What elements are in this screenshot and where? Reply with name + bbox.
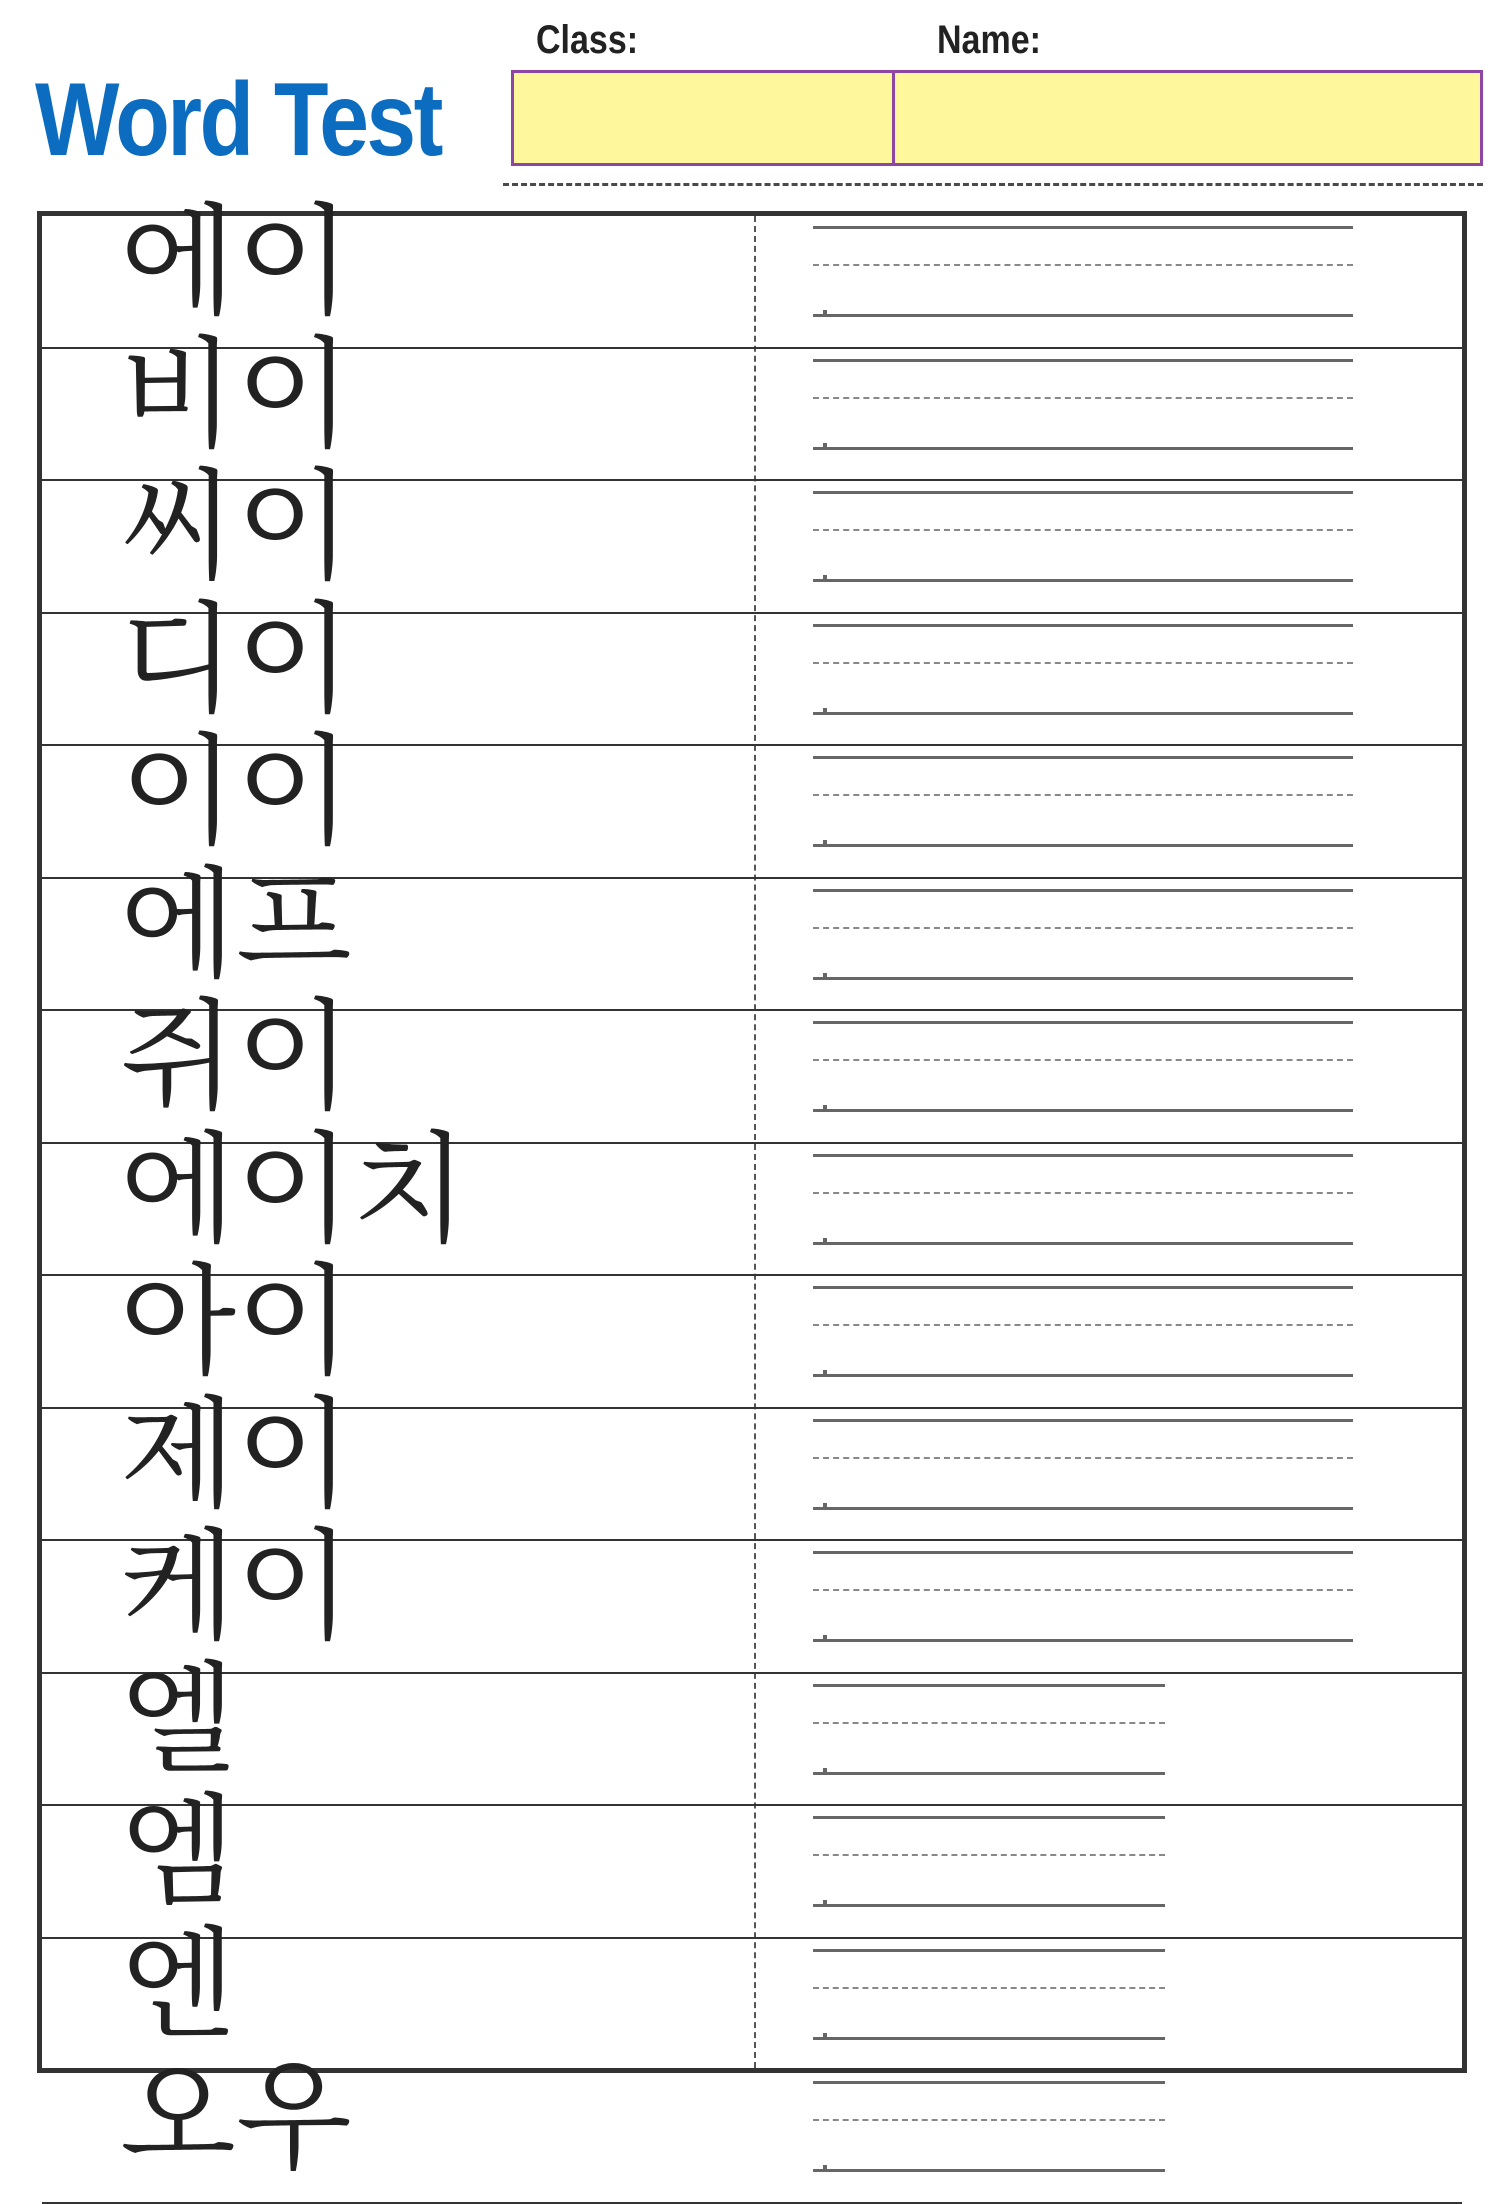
guide-baseline — [813, 1772, 1165, 1775]
guide-midline — [813, 927, 1353, 929]
word-prompt: 디이 — [120, 590, 352, 730]
guide-topline — [813, 1816, 1165, 1819]
handwriting-guide — [813, 359, 1353, 453]
guide-start-dot — [823, 310, 827, 314]
guide-start-dot — [823, 1503, 827, 1507]
handwriting-guide — [813, 1419, 1353, 1513]
handwriting-guide — [813, 1154, 1353, 1248]
guide-start-dot — [823, 1370, 827, 1374]
guide-start-dot — [823, 575, 827, 579]
guide-baseline — [813, 1639, 1353, 1642]
guide-midline — [813, 1854, 1165, 1856]
guide-baseline — [813, 1374, 1353, 1377]
handwriting-guide — [813, 889, 1353, 983]
word-prompt: 씨이 — [120, 458, 352, 597]
guide-midline — [813, 1722, 1165, 1724]
table-row — [42, 1120, 1462, 1277]
guide-baseline — [813, 579, 1353, 582]
guide-midline — [813, 264, 1353, 266]
guide-baseline — [813, 2037, 1165, 2040]
table-row — [42, 590, 1462, 747]
guide-start-dot — [823, 1768, 827, 1772]
handwriting-guide — [813, 1684, 1165, 1778]
page-title: Word Test — [35, 62, 441, 178]
guide-start-dot — [823, 1635, 827, 1639]
table-row — [42, 1915, 1462, 2072]
guide-start-dot — [823, 1238, 827, 1242]
guide-start-dot — [823, 708, 827, 712]
table-row — [42, 723, 1462, 879]
word-prompt: 엠 — [120, 1783, 236, 1922]
guide-midline — [813, 397, 1353, 399]
guide-baseline — [813, 844, 1353, 847]
guide-baseline — [813, 314, 1353, 317]
guide-start-dot — [823, 1900, 827, 1904]
handwriting-guide — [813, 2081, 1165, 2175]
word-prompt: 쥐이 — [120, 988, 352, 1127]
guide-start-dot — [823, 443, 827, 447]
guide-start-dot — [823, 840, 827, 844]
guide-midline — [813, 794, 1353, 796]
guide-topline — [813, 359, 1353, 362]
guide-baseline — [813, 712, 1353, 715]
table-row — [42, 193, 1462, 349]
guide-midline — [813, 1192, 1353, 1194]
guide-topline — [813, 1154, 1353, 1157]
table-row — [42, 1385, 1462, 1542]
guide-topline — [813, 491, 1353, 494]
word-prompt: 케이 — [120, 1518, 352, 1657]
class-field[interactable] — [514, 73, 895, 163]
guide-topline — [813, 1021, 1353, 1024]
guide-baseline — [813, 1507, 1353, 1510]
header-divider — [503, 183, 1483, 186]
guide-baseline — [813, 1109, 1353, 1112]
table-row — [42, 1518, 1462, 1674]
word-prompt: 제이 — [120, 1385, 352, 1525]
guide-topline — [813, 624, 1353, 627]
handwriting-guide — [813, 1286, 1353, 1380]
guide-midline — [813, 662, 1353, 664]
guide-midline — [813, 1589, 1353, 1591]
guide-topline — [813, 1684, 1165, 1687]
class-label: Class: — [536, 18, 639, 62]
guide-midline — [813, 1324, 1353, 1326]
guide-midline — [813, 529, 1353, 531]
handwriting-guide — [813, 226, 1353, 320]
guide-topline — [813, 1286, 1353, 1289]
guide-baseline — [813, 1242, 1353, 1245]
guide-start-dot — [823, 973, 827, 977]
table-row — [42, 2048, 1462, 2204]
student-info-box — [511, 70, 1483, 166]
handwriting-guide — [813, 491, 1353, 585]
handwriting-guide — [813, 1021, 1353, 1115]
table-row — [42, 1783, 1462, 1939]
guide-baseline — [813, 1904, 1165, 1907]
word-prompt: 에이치 — [120, 1120, 468, 1260]
guide-topline — [813, 889, 1353, 892]
guide-baseline — [813, 977, 1353, 980]
guide-midline — [813, 1059, 1353, 1061]
handwriting-guide — [813, 1551, 1353, 1645]
table-row — [42, 1253, 1462, 1409]
guide-topline — [813, 756, 1353, 759]
guide-topline — [813, 226, 1353, 229]
table-row — [42, 855, 1462, 1012]
guide-midline — [813, 2119, 1165, 2121]
word-prompt: 비이 — [120, 325, 352, 465]
guide-topline — [813, 1419, 1353, 1422]
handwriting-guide — [813, 1949, 1165, 2043]
guide-midline — [813, 1987, 1165, 1989]
guide-start-dot — [823, 1105, 827, 1109]
guide-baseline — [813, 2169, 1165, 2172]
word-prompt: 에프 — [120, 855, 352, 995]
handwriting-guide — [813, 756, 1353, 850]
table-row — [42, 458, 1462, 614]
word-prompt: 이이 — [120, 723, 352, 862]
guide-start-dot — [823, 2165, 827, 2169]
guide-start-dot — [823, 2033, 827, 2037]
word-prompt: 에이 — [120, 193, 352, 332]
table-row — [42, 325, 1462, 482]
guide-topline — [813, 1949, 1165, 1952]
word-prompt: 오우 — [120, 2048, 352, 2187]
word-table — [37, 193, 1467, 2187]
name-field[interactable] — [895, 73, 1480, 163]
word-prompt: 아이 — [120, 1253, 352, 1392]
handwriting-guide — [813, 624, 1353, 718]
name-label: Name: — [937, 18, 1041, 62]
guide-topline — [813, 1551, 1353, 1554]
guide-baseline — [813, 447, 1353, 450]
word-prompt: 엔 — [120, 1915, 236, 2055]
guide-midline — [813, 1457, 1353, 1459]
table-row — [42, 1650, 1462, 1807]
guide-topline — [813, 2081, 1165, 2084]
handwriting-guide — [813, 1816, 1165, 1910]
word-prompt: 엘 — [120, 1650, 236, 1790]
table-row — [42, 988, 1462, 1144]
